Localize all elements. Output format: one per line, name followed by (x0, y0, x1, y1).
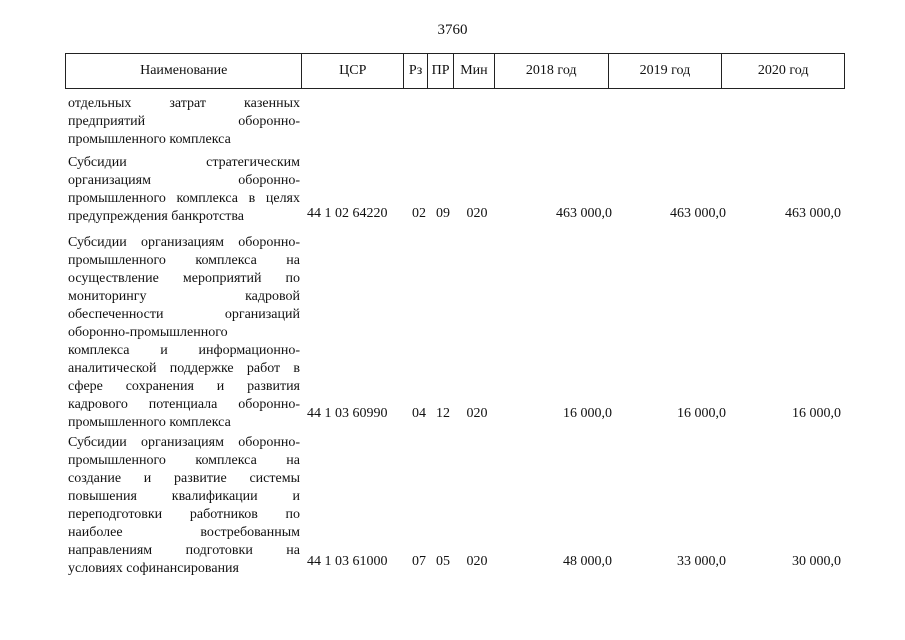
row-name (68, 95, 300, 149)
row-2019-value: 33 000,0 (677, 554, 726, 569)
row-name-line: комплекса и информационно- (68, 343, 300, 358)
row-rz: 04 (412, 406, 426, 421)
row-name-line: мониторингу кадровой (68, 289, 300, 304)
row-name-line: промышленного комплекса (68, 415, 231, 430)
row-name-line: сфере сохранения и развития (68, 379, 300, 394)
row-name-line: направлениям подготовки на (68, 543, 300, 558)
row-name (68, 434, 300, 578)
header-2019: 2019 год (609, 54, 723, 88)
header-2020: 2020 год (757, 63, 809, 78)
row-name-line: организациям оборонно- (68, 173, 300, 188)
table-row (65, 434, 845, 578)
row-2019-value: 463 000,0 (670, 206, 726, 221)
row-name-line: промышленного комплекса (68, 132, 231, 147)
header-name: Наименование (66, 54, 302, 88)
header-rz: Рз (404, 54, 428, 88)
table-row (65, 234, 845, 432)
row-2020-value: 16 000,0 (792, 406, 841, 421)
row-2018-value: 48 000,0 (563, 554, 612, 569)
row-name (68, 154, 300, 226)
row-name (68, 234, 300, 432)
row-name-line: повышения квалификации и (68, 489, 300, 504)
row-name-line: Субсидии организациям оборонно- (68, 235, 300, 250)
row-name-line: переподготовки работников по (68, 507, 300, 522)
row-name-line: обеспеченности организаций (68, 307, 300, 322)
row-csr: 44 1 03 60990 (307, 406, 388, 421)
row-name-line: условиях софинансирования (68, 561, 239, 576)
header-csr: ЦСР (302, 54, 404, 88)
row-name-line: создание и развитие системы (68, 471, 300, 486)
row-name-line: промышленного комплекса на (68, 453, 300, 468)
table-row (65, 95, 845, 149)
table-row (65, 154, 845, 226)
row-min: 020 (466, 206, 488, 221)
row-name-line: отдельных затрат казенных (68, 96, 300, 111)
row-name-line: аналитической поддержке работ в (68, 361, 300, 376)
row-2019-value: 16 000,0 (677, 406, 726, 421)
row-2020-value: 463 000,0 (785, 206, 841, 221)
row-name-line: промышленного комплекса в целях (68, 191, 300, 206)
row-min: 020 (466, 554, 488, 569)
header-2018: 2018 год (495, 54, 609, 88)
row-pr: 09 (436, 206, 450, 221)
row-pr: 05 (436, 554, 450, 569)
row-name-line: предприятий оборонно- (68, 114, 300, 129)
row-min: 020 (466, 406, 488, 421)
header-pr: ПР (428, 54, 454, 88)
row-name-line: промышленного комплекса на (68, 253, 300, 268)
row-name-line: кадрового потенциала оборонно- (68, 397, 300, 412)
row-name-line: наиболее востребованным (68, 525, 300, 540)
row-2020-value: 30 000,0 (792, 554, 841, 569)
row-rz: 02 (412, 206, 426, 221)
row-name-line: осуществление мероприятий по (68, 271, 300, 286)
row-2018-value: 16 000,0 (563, 406, 612, 421)
row-name-line: предупреждения банкротства (68, 209, 244, 224)
row-pr: 12 (436, 406, 450, 421)
row-2018-value: 463 000,0 (556, 206, 612, 221)
row-name-line: Субсидии организациям оборонно- (68, 435, 300, 450)
row-name-line: оборонно-промышленного (68, 325, 228, 340)
row-name-line: Субсидии стратегическим (68, 155, 300, 170)
table-header (65, 53, 845, 89)
row-csr: 44 1 03 61000 (307, 554, 388, 569)
page-number: 3760 (437, 22, 468, 38)
row-rz: 07 (412, 554, 426, 569)
row-csr: 44 1 02 64220 (307, 206, 388, 221)
header-min: Мин (454, 54, 495, 88)
